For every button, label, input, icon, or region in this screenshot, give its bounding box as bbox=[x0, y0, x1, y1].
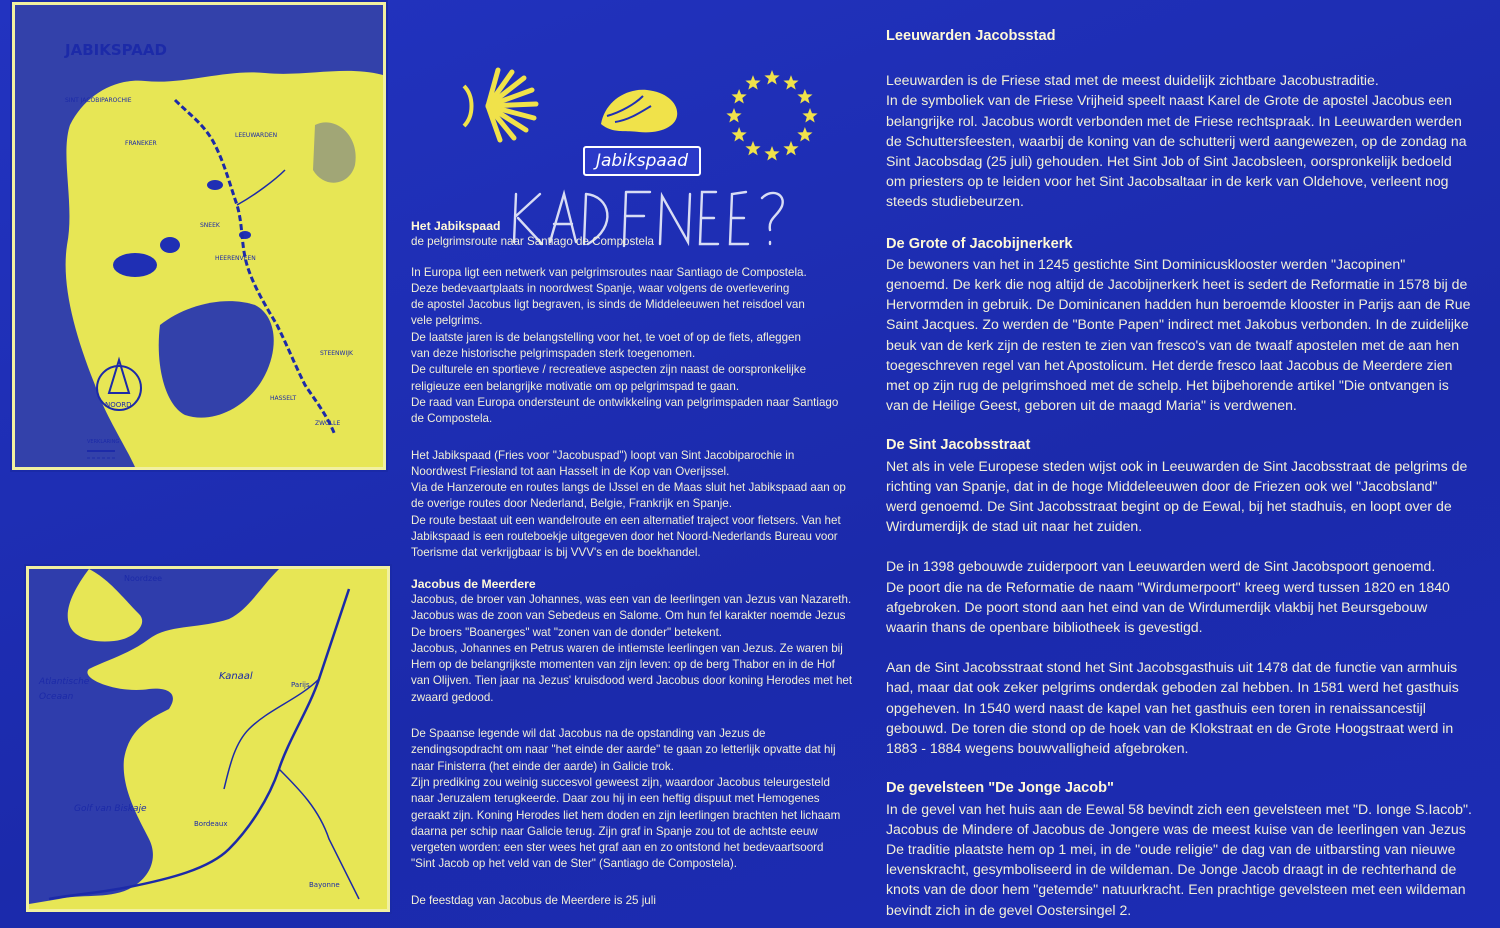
text-line: de apostel Jacobus ligt begraven, is sinds de Middeleeuwen het reisdoel van bbox=[411, 298, 805, 312]
text-line: De poort die na de Reformatie de naam "Wirdumerpoort" kreeg werd tussen 1820 en 1840 bbox=[886, 578, 1450, 595]
paragraph bbox=[886, 657, 1492, 758]
place-label: HEERENVEEN bbox=[215, 255, 256, 262]
middle-text-column bbox=[411, 218, 867, 909]
text-line: van Olijven. Tien jaar na Jezus' kruisdood werd Jacobus door koning Herodes met het bbox=[411, 674, 853, 688]
place-label: Bayonne bbox=[309, 881, 340, 889]
text-line: zendingsopdracht om naar "het einde der aarde" te gaan zo letterlijk opvatte dat hij bbox=[411, 743, 836, 757]
text-line: De culturele en sportieve / recreatieve aspecten zijn naast de oorspronkelijke bbox=[411, 363, 807, 377]
text-line: Sint Jacobsdag (25 juli) gehouden. Het Sint Job of Sint Jacobsleen, oorspronkelijk bedoeld bbox=[886, 153, 1452, 170]
section-heading: Jacobus de Meerdere bbox=[411, 576, 536, 591]
text-line: vele pelgrims. bbox=[411, 314, 483, 328]
place-label: Noordzee bbox=[124, 574, 163, 583]
star-icon bbox=[797, 89, 812, 104]
place-label: SNEEK bbox=[200, 222, 220, 229]
text-line: belangrijke rol. Jacobus wordt verbonden met de Friese rechtspraak. In Leeuwarden werden bbox=[886, 112, 1462, 129]
text-line: "Sint Jacob op het veld van de Ster" (Santiago de Compostela). bbox=[411, 857, 737, 871]
section-heading: De Grote of Jacobijnerkerk bbox=[886, 235, 1073, 252]
text-line: Jacobus, de broer van Johannes, was een van de leerlingen van Jezus van Nazareth. bbox=[411, 592, 852, 606]
svg-text:VERKLARING: VERKLARING bbox=[87, 439, 120, 445]
text-line: afgebroken. De poort stond aan het eind van de Wirdumerdijk vlakbij het Beursgebouw bbox=[886, 598, 1428, 615]
text-line: 1883 - 1884 wegens bouwvalligheid afgebroken. bbox=[886, 740, 1189, 757]
star-icon bbox=[732, 127, 747, 142]
text-line: levenskracht, gesymboliseerd in de wildeman. De Jonge Jacob draagt in de rechterhand de bbox=[886, 861, 1457, 878]
paragraph bbox=[886, 70, 1492, 211]
friesland-map-graphic bbox=[15, 5, 383, 467]
text-line: naar Jeruzalem terugkeerde. Daar zou hij in een heftig dispuut met Hemogenes bbox=[411, 792, 820, 806]
star-icon bbox=[783, 141, 798, 156]
text-line: Noordwest Friesland tot aan Hasselt in de Kop van Overijssel. bbox=[411, 464, 730, 478]
text-line: gebouwd. De toren die stond op de hoek van de Klokstraat en de Grote Hoogstraat werd in bbox=[886, 719, 1454, 736]
text-line: waarin thans de openbare bibliotheek is gevestigd. bbox=[886, 619, 1203, 636]
text-line: De route bestaat uit een wandelroute en een alternatief traject voor fietsers. Van het bbox=[411, 513, 841, 527]
paragraph bbox=[886, 799, 1492, 920]
text-line: Het Jabikspaad (Fries voor "Jacobuspad") loopt van Sint Jacobiparochie in bbox=[411, 448, 795, 462]
place-label: Atlantische bbox=[39, 677, 90, 687]
text-line: In de gevel van het huis aan de Eewal 58 bevindt zich een gevelsteen met "D. Ionge S.Iacob". bbox=[886, 800, 1472, 817]
text-line: Hervormden in gebruik. De Dominicanen hadden hun beroemde klooster in Parijs aan de Rue bbox=[886, 296, 1471, 313]
text-line: om priesters op te leiden voor het Sint Jacobsaltaar in de kerk van Oldehove, verleent nog bbox=[886, 173, 1449, 190]
paragraph bbox=[411, 448, 867, 562]
text-line: Toerisme dat verkrijgbaar is bij VVV's en de boekhandel. bbox=[411, 546, 701, 560]
text-line: Hem op de belangrijkste momenten van zijn leven: op de berg Thabor en in de Hof bbox=[411, 658, 835, 672]
text-line: richting van Spanje, dat in de hoge Middeleeuwen door de Friezen ook wel "Jacobsland" bbox=[886, 477, 1438, 494]
text-line: Via de Hanzeroute en routes langs de IJssel en de Maas sluit het Jabikspaad aan op bbox=[411, 481, 846, 495]
place-label: Kanaal bbox=[219, 671, 253, 682]
place-label: Bordeaux bbox=[194, 820, 228, 828]
text-line: Jacobus was de zoon van Sebedeus en Salome. Om hun fel karakter noemde Jezus bbox=[411, 609, 846, 623]
paragraph bbox=[411, 265, 867, 428]
text-line: De bewoners van het in 1245 gestichte Sint Dominicusklooster werden "Jacopinen" bbox=[886, 255, 1406, 272]
section-subtitle: de pelgrimsroute naar Santiago de Compostela bbox=[411, 235, 654, 249]
paragraph bbox=[886, 556, 1492, 637]
text-line: werd genoemd. De Sint Jacobsstraat begint op de Eewal, bij het stadhuis, en loopt over de bbox=[886, 498, 1452, 515]
right-text-column bbox=[886, 26, 1492, 920]
text-line: steeds studiebeurzen. bbox=[886, 193, 1024, 210]
place-label: Oceaan bbox=[39, 692, 74, 702]
place-label: Parijs bbox=[291, 681, 310, 689]
text-line: Jacobus de Mindere of Jacobus de Jongere was de meest kuise van de leerlingen van Jezus bbox=[886, 820, 1466, 837]
text-line: de overige routes door Nederland, Belgie, Frankrijk en Spanje. bbox=[411, 497, 732, 511]
text-line: vergeten worden: een ster wees het graf aan en zo ontstond het bedevaartsoord bbox=[411, 841, 824, 855]
text-line: De laatste jaren is de belangstelling voor het, te voet of op de fiets, afleggen bbox=[411, 330, 801, 344]
place-label: Golf van Biskaje bbox=[74, 804, 147, 814]
section-heading: De gevelsteen "De Jonge Jacob" bbox=[886, 780, 1114, 797]
text-line: In de symboliek van de Friese Vrijheid speelt naast Karel de Grote de apostel Jacobus een bbox=[886, 92, 1452, 109]
star-icon bbox=[732, 89, 747, 104]
place-label: ZWOLLE bbox=[315, 420, 341, 427]
paragraph bbox=[886, 456, 1492, 537]
star-icon bbox=[745, 75, 760, 90]
text-line: naar Finisterra (het einde der aarde) in Galicie trok. bbox=[411, 759, 674, 773]
svg-text:NOORD: NOORD bbox=[105, 401, 132, 409]
text-line: De broers "Boanerges" wat "zonen van de donder" betekent. bbox=[411, 625, 723, 639]
star-icon bbox=[783, 75, 798, 90]
text-line: zwaard gedood. bbox=[411, 690, 494, 704]
jabikspaad-route-map bbox=[12, 2, 386, 470]
text-line: Wirdumerdijk de stad uit naar het zuiden. bbox=[886, 518, 1143, 535]
star-icon bbox=[764, 146, 779, 161]
text-line: Leeuwarden is de Friese stad met de meest duidelijk zichtbare Jacobustraditie. bbox=[886, 72, 1379, 89]
text-line: van de Heilige Geest, geboren uit de maagd Maria" is verdwenen. bbox=[886, 397, 1297, 414]
paragraph bbox=[411, 726, 867, 873]
paragraph bbox=[886, 254, 1492, 416]
text-line: knots van de door hem "getemde" natuurkracht. Een prachtige gevelsteen met een wildeman bbox=[886, 881, 1466, 898]
scallop-shell-icon bbox=[456, 66, 566, 146]
text-line: genoemd. De kerk die nog altijd de Jacobijnerkerk heet is sedert de Reformatie in 1578 bij de bbox=[886, 276, 1468, 293]
star-icon bbox=[764, 70, 779, 85]
text-line: Zijn prediking zou weinig succesvol geweest zijn, waardoor Jacobus teleurgesteld bbox=[411, 775, 830, 789]
star-icon bbox=[802, 108, 817, 123]
paragraph bbox=[411, 592, 867, 706]
text-line: Saint Jacques. Zo werden de "Bonte Papen" indirect met Jakobus verbonden. In de zuidelijke bbox=[886, 316, 1469, 333]
text-line: Jabikspaad is een routeboekje uitgegeven door het Noord-Nederlands Bureau voor bbox=[411, 530, 838, 544]
text-line: bevindt zich in de gevel Oostersingel 2. bbox=[886, 901, 1132, 918]
jabikspaad-badge: Jabikspaad bbox=[583, 146, 701, 176]
footer-note: De feestdag van Jacobus de Meerdere is 25 juli bbox=[411, 893, 656, 907]
text-line: De traditie plaatste hem op 1 mei, in de "oude religie" de dag van de uitbarsting van nieuwe bbox=[886, 840, 1456, 857]
place-label: SINT JACOBIPAROCHIE bbox=[65, 97, 132, 104]
section-heading: De Sint Jacobsstraat bbox=[886, 437, 1031, 454]
star-icon bbox=[726, 108, 741, 123]
section-heading: Leeuwarden Jacobsstad bbox=[886, 28, 1056, 44]
text-line: Deze bedevaartplaats in noordwest Spanje, waar volgens de overlevering bbox=[411, 281, 790, 295]
text-line: de Compostela. bbox=[411, 412, 493, 426]
place-label: FRANEKER bbox=[125, 140, 157, 147]
text-line: beuk van de kerk zijn de resten te zien van fresco's van de twaalf apostelen met de aan hen bbox=[886, 336, 1460, 353]
text-line: Net als in vele Europese steden wijst ook in Leeuwarden de Sint Jacobsstraat de pelgrims de bbox=[886, 457, 1468, 474]
europe-route-map bbox=[26, 566, 390, 912]
text-line: had, maar dat ook zeker pelgrims onderdak geboden zal hebben. In 1581 werd het gasthuis bbox=[886, 679, 1459, 696]
europe-map-graphic bbox=[29, 569, 387, 909]
text-line: van deze historische pelgrimspaden sterk toegenomen. bbox=[411, 347, 696, 361]
text-line: opgeheven. In 1540 werd naast de kapel van het gasthuis een toren in renaissancestijl bbox=[886, 699, 1426, 716]
text-line: religieuze een belangrijke motivatie om op pelgrimspad te gaan. bbox=[411, 379, 740, 393]
text-line: De raad van Europa ondersteunt de ontwikkeling van pelgrimspaden naar Santiago bbox=[411, 395, 839, 409]
text-line: In Europa ligt een netwerk van pelgrimsroutes naar Santiago de Compostela. bbox=[411, 265, 807, 279]
map-title: JABIKSPAAD bbox=[65, 41, 167, 59]
text-line: geraakt zijn. Koning Herodes liet hem doden en zijn leerlingen brachten het lichaam bbox=[411, 808, 841, 822]
text-line: Jacobus, Johannes en Petrus waren de intiemste leerlingen van Jezus. Ze waren bij bbox=[411, 641, 843, 655]
star-icon bbox=[745, 141, 760, 156]
text-line: De Spaanse legende wil dat Jacobus na de opstanding van Jezus de bbox=[411, 727, 766, 741]
text-line: de Schuttersfeesten, waarbij de koning van de schutterij werd aangewezen, op de zondag na bbox=[886, 132, 1467, 149]
text-line: met op zijn rug de pelgrimshoed met de schelp. Het bijbehorende artikel "Die ontvangen is bbox=[886, 377, 1449, 394]
section-title: Het Jabikspaad bbox=[411, 219, 501, 233]
text-line: daarna per schip naar Galicie terug. Zijn graf in Spanje zou tot de achtste eeuw bbox=[411, 824, 818, 838]
text-line: toegeschreven regel van het Apostolicum. Het derde fresco laat Jacobus de Meerdere zien bbox=[886, 356, 1453, 373]
place-label: STEENWIJK bbox=[320, 350, 353, 357]
place-label: LEEUWARDEN bbox=[235, 132, 278, 139]
snail-shell-icon bbox=[595, 82, 685, 142]
place-label: HASSELT bbox=[270, 395, 297, 402]
text-line: Aan de Sint Jacobsstraat stond het Sint Jacobsgasthuis uit 1478 dat de functie van armhuis bbox=[886, 659, 1458, 676]
text-line: De in 1398 gebouwde zuiderpoort van Leeuwarden werd de Sint Jacobspoort genoemd. bbox=[886, 558, 1436, 575]
star-icon bbox=[797, 127, 812, 142]
eu-stars-icon bbox=[722, 66, 822, 166]
